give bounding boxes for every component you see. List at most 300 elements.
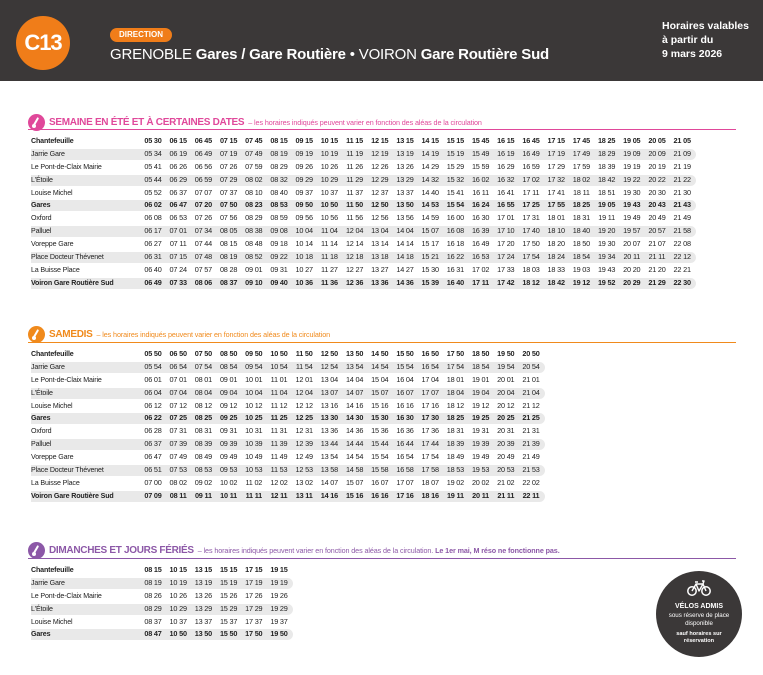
departure-time: 19 11 bbox=[598, 213, 615, 223]
departure-time: 11 15 bbox=[346, 136, 364, 145]
departure-time: 16 36 bbox=[396, 426, 414, 436]
departure-time: 20 01 bbox=[497, 374, 515, 384]
departure-time: 07 34 bbox=[194, 226, 213, 236]
departure-time: 07 50 bbox=[219, 200, 238, 210]
departure-time: 13 37 bbox=[396, 187, 414, 197]
departure-time: 17 20 bbox=[497, 239, 515, 249]
departure-time: 14 14 bbox=[396, 239, 414, 249]
departure-time: 15 04 bbox=[371, 374, 389, 384]
validity-line: à partir du bbox=[662, 34, 714, 46]
departure-time: 18 39 bbox=[597, 161, 616, 171]
departure-time: 18 31 bbox=[446, 426, 465, 436]
departure-time: 08 25 bbox=[194, 413, 213, 423]
stop-name: L'Étoile bbox=[31, 175, 53, 184]
departure-time: 08 06 bbox=[194, 277, 213, 287]
departure-time: 16 07 bbox=[371, 477, 389, 487]
departure-time: 19 34 bbox=[597, 252, 616, 262]
departure-time: 07 57 bbox=[194, 264, 213, 274]
departure-time: 11 50 bbox=[295, 349, 313, 358]
route-title bbox=[110, 46, 549, 63]
departure-time: 07 15 bbox=[169, 252, 187, 262]
table-row bbox=[31, 374, 543, 387]
departure-time: 18 03 bbox=[522, 264, 540, 274]
departure-time: 21 19 bbox=[673, 161, 691, 171]
table-row bbox=[31, 135, 694, 148]
departure-time: 21 11 bbox=[648, 252, 666, 262]
table-row bbox=[31, 361, 543, 374]
departure-time: 13 26 bbox=[396, 161, 414, 171]
departure-time: 08 54 bbox=[219, 361, 238, 371]
departure-time: 17 50 bbox=[522, 239, 540, 249]
stop-name: L'Étoile bbox=[31, 388, 53, 397]
departure-time: 06 01 bbox=[144, 374, 162, 384]
departure-time: 18 54 bbox=[471, 361, 490, 371]
departure-time: 16 32 bbox=[497, 174, 515, 184]
clock-icon bbox=[28, 326, 45, 343]
departure-time: 13 29 bbox=[396, 174, 414, 184]
departure-time: 06 29 bbox=[169, 174, 187, 184]
departure-time: 15 54 bbox=[446, 200, 465, 210]
departure-time: 15 29 bbox=[219, 603, 238, 613]
table-row bbox=[31, 590, 291, 603]
departure-time: 17 02 bbox=[522, 174, 540, 184]
departure-time: 19 53 bbox=[471, 465, 490, 475]
departure-time: 12 14 bbox=[345, 239, 364, 249]
route-part: Gares / Gare Routière bbox=[195, 46, 346, 63]
section-divider bbox=[28, 129, 736, 130]
departure-time: 09 18 bbox=[270, 239, 288, 249]
departure-time: 13 58 bbox=[320, 465, 339, 475]
departure-time: 21 29 bbox=[648, 277, 666, 287]
departure-time: 08 38 bbox=[245, 226, 263, 236]
departure-time: 06 28 bbox=[144, 426, 162, 436]
clock-icon bbox=[28, 542, 45, 559]
departure-time: 17 04 bbox=[421, 374, 439, 384]
departure-time: 19 05 bbox=[597, 200, 616, 210]
departure-time: 09 01 bbox=[219, 374, 238, 384]
departure-time: 19 11 bbox=[446, 490, 464, 500]
departure-time: 11 36 bbox=[320, 277, 338, 287]
departure-time: 09 50 bbox=[245, 349, 263, 358]
departure-time: 18 51 bbox=[597, 187, 616, 197]
departure-time: 13 30 bbox=[320, 413, 339, 423]
departure-time: 21 30 bbox=[673, 187, 691, 197]
departure-time: 09 31 bbox=[219, 426, 238, 436]
departure-time: 07 26 bbox=[219, 161, 238, 171]
departure-time: 20 25 bbox=[497, 413, 515, 423]
departure-time: 16 08 bbox=[446, 226, 465, 236]
departure-time: 22 30 bbox=[673, 277, 691, 287]
departure-time: 17 54 bbox=[522, 252, 540, 262]
departure-time: 11 04 bbox=[321, 226, 338, 236]
stop-name: Palluel bbox=[31, 227, 52, 236]
departure-time: 10 50 bbox=[270, 349, 288, 358]
departure-time: 07 01 bbox=[169, 374, 187, 384]
departure-time: 08 15 bbox=[144, 565, 162, 574]
departure-time: 12 25 bbox=[295, 413, 313, 423]
section-note: – les horaires indiqués peuvent varier en fonction des aléas de la circulation bbox=[248, 117, 482, 127]
departure-time: 19 12 bbox=[572, 277, 591, 287]
departure-time: 07 33 bbox=[169, 277, 187, 287]
departure-time: 11 14 bbox=[321, 239, 338, 249]
departure-time: 12 18 bbox=[345, 252, 364, 262]
route-part: GRENOBLE bbox=[110, 46, 196, 63]
departure-time: 21 07 bbox=[648, 239, 666, 249]
departure-time: 19 30 bbox=[623, 187, 641, 197]
validity-line: Horaires valables bbox=[662, 20, 749, 32]
departure-time: 16 04 bbox=[396, 374, 414, 384]
table-row bbox=[31, 238, 694, 251]
departure-time: 06 45 bbox=[194, 136, 213, 145]
departure-time: 19 04 bbox=[471, 387, 490, 397]
departure-time: 15 16 bbox=[371, 400, 389, 410]
departure-time: 21 49 bbox=[673, 213, 691, 223]
departure-time: 08 29 bbox=[144, 603, 162, 613]
departure-time: 15 44 bbox=[371, 439, 389, 449]
table-row bbox=[31, 174, 694, 187]
departure-time: 18 29 bbox=[597, 148, 616, 158]
departure-time: 10 11 bbox=[220, 490, 238, 500]
departure-time: 21 20 bbox=[648, 264, 666, 274]
stop-name: L'Étoile bbox=[31, 604, 53, 613]
departure-time: 13 54 bbox=[320, 452, 339, 462]
departure-time: 12 56 bbox=[371, 213, 389, 223]
table-row bbox=[31, 148, 694, 161]
section-note-text: – les horaires indiqués peuvent varier en fonction des aléas de la circulation. bbox=[197, 545, 434, 555]
departure-time: 09 56 bbox=[295, 213, 313, 223]
departure-time: 09 53 bbox=[219, 465, 238, 475]
table-row bbox=[31, 438, 543, 451]
departure-time: 10 15 bbox=[169, 565, 187, 574]
departure-time: 06 51 bbox=[144, 465, 162, 475]
departure-time: 15 07 bbox=[345, 477, 364, 487]
departure-time: 16 07 bbox=[396, 387, 414, 397]
departure-time: 14 04 bbox=[345, 374, 364, 384]
departure-time: 12 12 bbox=[295, 400, 313, 410]
table-row bbox=[31, 277, 694, 290]
departure-time: 13 36 bbox=[320, 426, 339, 436]
departure-time: 18 40 bbox=[572, 226, 591, 236]
table-row bbox=[31, 212, 694, 225]
departure-time: 18 25 bbox=[572, 200, 591, 210]
departure-time: 05 50 bbox=[144, 349, 162, 358]
departure-time: 14 32 bbox=[421, 174, 439, 184]
departure-time: 15 30 bbox=[421, 264, 439, 274]
departure-time: 07 59 bbox=[245, 161, 263, 171]
departure-time: 13 56 bbox=[396, 213, 414, 223]
departure-time: 17 59 bbox=[572, 161, 591, 171]
departure-time: 08 04 bbox=[194, 387, 213, 397]
departure-time: 12 50 bbox=[320, 349, 339, 358]
departure-time: 09 50 bbox=[295, 200, 313, 210]
departure-time: 12 04 bbox=[345, 226, 364, 236]
departure-time: 18 04 bbox=[446, 387, 465, 397]
departure-time: 15 36 bbox=[371, 426, 389, 436]
departure-time: 11 11 bbox=[245, 490, 263, 500]
departure-time: 17 01 bbox=[497, 213, 515, 223]
departure-time: 17 49 bbox=[572, 148, 591, 158]
departure-time: 08 19 bbox=[219, 252, 238, 262]
departure-time: 08 31 bbox=[194, 426, 213, 436]
departure-time: 16 18 bbox=[446, 239, 465, 249]
table-row bbox=[31, 628, 291, 641]
departure-time: 14 16 bbox=[345, 400, 364, 410]
departure-time: 06 19 bbox=[169, 148, 187, 158]
departure-time: 19 01 bbox=[471, 374, 490, 384]
departure-time: 15 16 bbox=[345, 490, 364, 500]
table-row bbox=[31, 251, 694, 264]
departure-time: 06 54 bbox=[169, 361, 187, 371]
departure-time: 10 18 bbox=[295, 252, 313, 262]
departure-time: 20 22 bbox=[648, 174, 666, 184]
table-row bbox=[31, 603, 291, 616]
departure-time: 14 30 bbox=[345, 413, 364, 423]
departure-time: 09 25 bbox=[219, 413, 238, 423]
departure-time: 11 49 bbox=[270, 452, 288, 462]
departure-time: 08 11 bbox=[169, 490, 187, 500]
departure-time: 19 57 bbox=[623, 226, 641, 236]
departure-time: 13 11 bbox=[295, 490, 313, 500]
section-divider bbox=[28, 558, 736, 559]
departure-time: 12 31 bbox=[295, 426, 313, 436]
departure-time: 18 54 bbox=[572, 252, 591, 262]
departure-time: 08 05 bbox=[219, 226, 238, 236]
departure-time: 08 40 bbox=[270, 187, 288, 197]
departure-time: 18 24 bbox=[547, 252, 565, 262]
departure-time: 19 25 bbox=[471, 413, 490, 423]
stop-name: Chantefeuille bbox=[31, 566, 74, 574]
table-row bbox=[31, 577, 291, 590]
departure-time: 09 54 bbox=[245, 361, 263, 371]
departure-time: 10 29 bbox=[169, 603, 187, 613]
departure-time: 10 56 bbox=[320, 213, 339, 223]
departure-time: 17 54 bbox=[421, 452, 439, 462]
departure-time: 20 02 bbox=[471, 477, 490, 487]
departure-time: 15 17 bbox=[421, 239, 439, 249]
departure-time: 09 10 bbox=[245, 277, 263, 287]
departure-time: 18 39 bbox=[446, 439, 465, 449]
departure-time: 20 19 bbox=[648, 161, 666, 171]
departure-time: 19 02 bbox=[446, 477, 465, 487]
departure-time: 16 30 bbox=[471, 213, 490, 223]
departure-time: 16 49 bbox=[522, 148, 540, 158]
departure-time: 18 25 bbox=[446, 413, 465, 423]
stop-name: Voreppe Gare bbox=[31, 240, 74, 249]
departure-time: 06 47 bbox=[144, 452, 162, 462]
departure-time: 11 37 bbox=[346, 187, 363, 197]
departure-time: 14 50 bbox=[371, 349, 389, 358]
departure-time: 07 09 bbox=[144, 490, 162, 500]
departure-time: 08 19 bbox=[144, 577, 162, 587]
departure-time: 07 24 bbox=[169, 264, 187, 274]
departure-time: 13 26 bbox=[194, 590, 213, 600]
departure-time: 19 19 bbox=[270, 577, 288, 587]
table-row bbox=[31, 225, 694, 238]
validity-line: 9 mars 2026 bbox=[662, 48, 723, 60]
departure-time: 17 41 bbox=[547, 187, 565, 197]
departure-time: 17 07 bbox=[421, 387, 439, 397]
departure-time: 11 26 bbox=[346, 161, 363, 171]
departure-time: 05 34 bbox=[144, 148, 162, 158]
departure-time: 11 02 bbox=[245, 477, 263, 487]
departure-time: 22 21 bbox=[673, 264, 691, 274]
departure-time: 11 19 bbox=[346, 148, 363, 158]
departure-time: 15 32 bbox=[446, 174, 465, 184]
departure-time: 16 19 bbox=[497, 148, 515, 158]
departure-time: 17 19 bbox=[245, 577, 263, 587]
departure-time: 16 22 bbox=[446, 252, 465, 262]
departure-time: 14 59 bbox=[421, 213, 439, 223]
route-part: • VOIRON bbox=[345, 46, 421, 63]
departure-time: 10 02 bbox=[219, 477, 238, 487]
stop-name: Louise Michel bbox=[31, 617, 73, 626]
departure-time: 13 44 bbox=[320, 439, 339, 449]
departure-time: 16 30 bbox=[396, 413, 414, 423]
departure-time: 10 50 bbox=[320, 200, 339, 210]
departure-time: 11 01 bbox=[270, 374, 288, 384]
departure-time: 08 50 bbox=[219, 349, 238, 358]
departure-time: 14 44 bbox=[345, 439, 364, 449]
departure-time: 09 22 bbox=[270, 252, 288, 262]
departure-time: 22 12 bbox=[673, 252, 691, 262]
departure-time: 15 19 bbox=[446, 148, 465, 158]
departure-time: 15 58 bbox=[371, 465, 389, 475]
table-row bbox=[31, 387, 543, 400]
bike-note: sauf horaires sur réservation bbox=[676, 631, 722, 644]
stop-name: Chantefeuille bbox=[31, 350, 74, 358]
departure-time: 15 49 bbox=[471, 148, 490, 158]
departure-time: 17 42 bbox=[497, 277, 515, 287]
departure-time: 08 53 bbox=[194, 465, 213, 475]
departure-time: 11 53 bbox=[270, 465, 288, 475]
departure-time: 16 40 bbox=[446, 277, 465, 287]
departure-time: 10 36 bbox=[295, 277, 313, 287]
departure-time: 13 54 bbox=[345, 361, 364, 371]
departure-time: 11 54 bbox=[295, 361, 313, 371]
departure-time: 14 18 bbox=[396, 252, 414, 262]
table-row bbox=[31, 464, 543, 477]
departure-time: 21 53 bbox=[522, 465, 540, 475]
departure-time: 09 04 bbox=[219, 387, 238, 397]
departure-time: 19 30 bbox=[597, 239, 616, 249]
stop-name: Le Pont-de-Claix Mairie bbox=[31, 162, 102, 171]
departure-time: 20 05 bbox=[648, 136, 666, 145]
departure-time: 16 16 bbox=[396, 400, 414, 410]
departure-time: 08 02 bbox=[245, 174, 263, 184]
table-row bbox=[31, 161, 694, 174]
departure-time: 10 27 bbox=[295, 264, 313, 274]
departure-time: 21 58 bbox=[673, 226, 691, 236]
departure-time: 18 25 bbox=[597, 136, 616, 145]
departure-time: 10 37 bbox=[169, 616, 187, 626]
departure-time: 06 22 bbox=[144, 413, 162, 423]
departure-time: 09 26 bbox=[295, 161, 313, 171]
table-row bbox=[31, 400, 543, 413]
departure-time: 17 36 bbox=[421, 426, 439, 436]
departure-time: 16 53 bbox=[471, 252, 490, 262]
departure-time: 11 39 bbox=[270, 439, 288, 449]
departure-time: 19 29 bbox=[270, 603, 288, 613]
departure-time: 09 40 bbox=[270, 277, 288, 287]
departure-time: 12 29 bbox=[371, 174, 389, 184]
departure-time: 17 16 bbox=[421, 400, 439, 410]
departure-time: 08 12 bbox=[194, 400, 213, 410]
departure-time: 10 54 bbox=[270, 361, 288, 371]
departure-time: 16 59 bbox=[522, 161, 540, 171]
departure-time: 17 07 bbox=[396, 477, 414, 487]
departure-time: 19 26 bbox=[270, 590, 288, 600]
departure-time: 19 05 bbox=[623, 136, 641, 145]
departure-time: 14 54 bbox=[371, 361, 389, 371]
departure-time: 13 37 bbox=[194, 616, 213, 626]
departure-time: 20 29 bbox=[623, 277, 641, 287]
departure-time: 19 20 bbox=[597, 226, 616, 236]
departure-time: 09 08 bbox=[270, 226, 288, 236]
departure-time: 08 26 bbox=[144, 590, 162, 600]
departure-time: 10 50 bbox=[169, 629, 187, 639]
departure-time: 10 12 bbox=[245, 400, 263, 410]
departure-time: 11 31 bbox=[270, 426, 288, 436]
departure-time: 11 29 bbox=[346, 174, 363, 184]
departure-time: 17 58 bbox=[421, 465, 439, 475]
departure-time: 17 11 bbox=[472, 277, 490, 287]
table-row bbox=[31, 264, 694, 277]
departure-time: 10 14 bbox=[295, 239, 313, 249]
stop-name: Place Docteur Thévenet bbox=[31, 466, 104, 475]
departure-time: 18 12 bbox=[446, 400, 465, 410]
departure-time: 15 39 bbox=[421, 277, 439, 287]
departure-time: 13 02 bbox=[295, 477, 313, 487]
departure-time: 10 31 bbox=[245, 426, 263, 436]
departure-time: 16 54 bbox=[396, 452, 414, 462]
departure-time: 12 53 bbox=[295, 465, 313, 475]
departure-time: 15 21 bbox=[421, 252, 439, 262]
departure-time: 06 27 bbox=[144, 239, 162, 249]
departure-time: 12 39 bbox=[295, 439, 313, 449]
section-name: SAMEDIS bbox=[49, 328, 93, 340]
departure-time: 10 15 bbox=[320, 136, 339, 145]
clock-icon bbox=[28, 114, 45, 131]
departure-time: 19 43 bbox=[597, 264, 616, 274]
departure-time: 17 26 bbox=[245, 590, 263, 600]
departure-time: 16 11 bbox=[472, 187, 489, 197]
departure-time: 20 09 bbox=[648, 148, 666, 158]
line-logo: C13 bbox=[16, 16, 70, 70]
departure-time: 09 11 bbox=[194, 490, 212, 500]
departure-time: 17 16 bbox=[396, 490, 414, 500]
bike-title: VÉLOS ADMIS bbox=[675, 603, 723, 610]
departure-time: 20 43 bbox=[648, 200, 666, 210]
departure-time: 08 59 bbox=[270, 213, 288, 223]
departure-time: 14 16 bbox=[320, 490, 339, 500]
departure-time: 07 20 bbox=[194, 200, 213, 210]
departure-time: 06 15 bbox=[169, 136, 187, 145]
departure-time: 21 05 bbox=[673, 136, 691, 145]
departure-time: 06 08 bbox=[144, 213, 162, 223]
departure-time: 19 54 bbox=[497, 361, 515, 371]
departure-time: 20 30 bbox=[648, 187, 666, 197]
stop-name: Voiron Gare Routière Sud bbox=[31, 491, 114, 500]
departure-time: 16 41 bbox=[497, 187, 515, 197]
departure-time: 16 44 bbox=[396, 439, 414, 449]
departure-time: 12 36 bbox=[345, 277, 364, 287]
departure-time: 15 07 bbox=[421, 226, 439, 236]
departure-time: 07 39 bbox=[169, 439, 187, 449]
departure-time: 18 53 bbox=[446, 465, 465, 475]
departure-time: 21 49 bbox=[522, 452, 540, 462]
departure-time: 21 11 bbox=[497, 490, 515, 500]
departure-time: 17 45 bbox=[572, 136, 591, 145]
